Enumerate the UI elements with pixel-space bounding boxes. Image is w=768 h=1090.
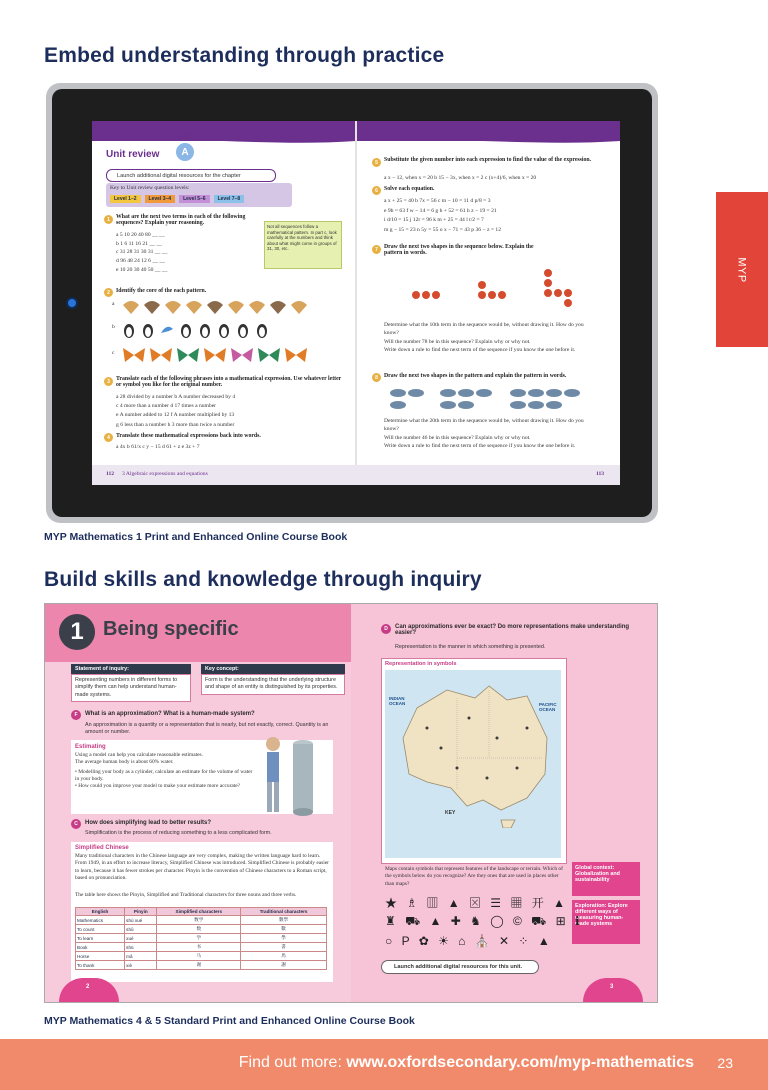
page-number-left: 112 bbox=[106, 471, 115, 477]
d-question: Can approximations ever be exact? Do more representations make understanding easier? bbox=[395, 624, 630, 636]
level-key-title: Key to Unit review question levels: bbox=[110, 185, 190, 191]
simplified-text: Many traditional characters in the Chinese language are very complex, making the written language hard to learn. From 1949, in an effort to increase literacy, Simplified Chinese was introduced. Simplified Chinese is probably easier to learn, because it has fewer strokes per character. Pinyin is the convention of Chinese characters to a Roman script, based on pronunciation. bbox=[75, 853, 329, 881]
f-text: An approximation is a quantity or a representation that is nearly, but not exactly, correct. Quantity is an amount or number. bbox=[85, 722, 329, 736]
section2-caption: MYP Mathematics 4 & 5 Standard Print and Enhanced Online Course Book bbox=[44, 1015, 415, 1027]
q7-c: Will the number 78 be in this sequence? Explain why or why not. bbox=[384, 338, 531, 345]
q3-rows bbox=[116, 393, 346, 430]
q6-row: a x + 25 = 40 b 7x = 56 c m − 10 = 11 d p/8 = 3 bbox=[384, 198, 491, 204]
hint-box bbox=[264, 221, 342, 269]
criterion-badge bbox=[176, 143, 194, 161]
dolphin-icon bbox=[160, 321, 174, 339]
footer-text bbox=[239, 1054, 694, 1072]
table-cell: Book bbox=[76, 943, 125, 952]
page-number-left: 2 bbox=[86, 984, 90, 990]
q7-subquestions bbox=[384, 321, 584, 355]
butterfly-icon bbox=[149, 347, 173, 363]
d-text: Representation is the manner in which something is presented. bbox=[395, 644, 546, 650]
page-number: 23 bbox=[717, 1055, 733, 1071]
map-title: Representation in symbols bbox=[385, 661, 457, 667]
tablet-screen bbox=[92, 121, 620, 485]
q3-row: c 4 more than a number d 17 times a number bbox=[116, 403, 217, 410]
estimating-water: The average human body is about 60% water. bbox=[75, 759, 174, 766]
shell-icon bbox=[122, 299, 140, 315]
q7-d: Write down a rule to find the next term of the sequence if you know the one before it. bbox=[384, 347, 576, 354]
table-intro: The table here shows the Pinyin, Simplified and Traditional characters for three nouns and three verbs. bbox=[75, 892, 297, 898]
table-cell: To thank bbox=[76, 961, 125, 970]
q6-row: e 9b = 63 f w − 14 = 6 g h + 52 = 61 h z − 19 = 21 bbox=[384, 207, 497, 214]
pattern-b-label: b bbox=[112, 324, 115, 330]
level-badge-3: Level 5–6 bbox=[179, 195, 210, 203]
symbol-row-1: ★ ♗ ▥ ▲ ⊠ ☰ ▦ 开 ▲ bbox=[385, 896, 568, 910]
level-key bbox=[106, 183, 292, 207]
key-concept-label: Key concept: bbox=[201, 664, 345, 674]
c-badge-text: C bbox=[74, 821, 78, 827]
q1-rows bbox=[116, 231, 256, 274]
q8-b: Determine what the 20th term in the sequence would be, without drawing it. How do you know? bbox=[384, 418, 584, 433]
table-cell: 数学 bbox=[157, 916, 241, 925]
q4-row: a 4x b 61/x c y − 15 d 61 + z e 3z + 7 bbox=[116, 444, 200, 450]
q3-row: g 6 less than a number h 3 more than twice a number bbox=[116, 421, 235, 428]
footer-url-link[interactable]: www.oxfordsecondary.com/myp-mathematics bbox=[346, 1054, 694, 1071]
q4-text: Translate these mathematical expressions back into words. bbox=[116, 433, 261, 439]
table-cell: To count bbox=[76, 925, 125, 934]
q5-text: Substitute the given number into each expression to find the value of the expression. bbox=[384, 157, 592, 163]
penguin-icon bbox=[198, 321, 212, 339]
q6-text: Solve each equation. bbox=[384, 186, 435, 192]
chapter-number bbox=[59, 614, 95, 650]
cloud-pattern bbox=[388, 385, 598, 415]
q7-text: Draw the next two shapes in the sequence below. Explain the pattern in words. bbox=[384, 244, 534, 256]
q3-number: 3 bbox=[104, 377, 113, 386]
symbol-row-3: ○ P ✿ ☀ ⌂ ⛪ ✕ ⁘ ▲ bbox=[385, 934, 553, 948]
criterion-letter: A bbox=[181, 146, 189, 158]
d-badge bbox=[381, 624, 391, 634]
unit-review-title: Unit review bbox=[106, 149, 160, 160]
table-cell: xiè bbox=[125, 961, 157, 970]
table-row bbox=[76, 961, 327, 970]
shell-pattern bbox=[122, 299, 308, 315]
table-cell: mǎ bbox=[125, 952, 157, 961]
butterfly-icon bbox=[176, 347, 200, 363]
q8-d: Write down a rule to find the next term of the sequence if you know the one before it. bbox=[384, 443, 576, 450]
table-header: Traditional characters bbox=[241, 908, 327, 916]
estimating-bullet-2: How could you improve your model to make your estimate more accurate? bbox=[78, 783, 241, 790]
section1-heading: Embed understanding through practice bbox=[44, 44, 445, 67]
map-key: KEY bbox=[445, 810, 456, 816]
q1-text: What are the next two terms in each of the following sequences? Explain your reasoning. bbox=[116, 214, 246, 226]
page-number-right: 113 bbox=[596, 471, 605, 477]
page-fold bbox=[355, 121, 357, 485]
q8-text: Draw the next two shapes in the pattern and explain the pattern in words. bbox=[384, 373, 567, 379]
book-spread bbox=[44, 603, 658, 1003]
shell-icon bbox=[227, 299, 245, 315]
butterfly-icon bbox=[257, 347, 281, 363]
myp-side-tab bbox=[716, 192, 768, 347]
table-cell: 數 bbox=[241, 925, 327, 934]
table-header: Simplified characters bbox=[157, 908, 241, 916]
butterfly-icon bbox=[230, 347, 254, 363]
level-badge-4: Level 7–8 bbox=[214, 195, 245, 203]
shell-icon bbox=[248, 299, 266, 315]
hint-text: Not all sequences follow a mathematical pattern. In part c, look carefully at the numbers and think about what might come in groups of 31, 30, etc. bbox=[267, 224, 337, 251]
map-label-indian: INDIAN OCEAN bbox=[389, 696, 406, 706]
q6-rows bbox=[384, 197, 614, 235]
q8-subquestions bbox=[384, 417, 584, 451]
chapter-number-text: 1 bbox=[70, 618, 84, 645]
table-header: Pinyin bbox=[125, 908, 157, 916]
penguin-icon bbox=[141, 321, 155, 339]
q2-number: 2 bbox=[104, 288, 113, 297]
shell-icon bbox=[290, 299, 308, 315]
criterion-label: Criterion bbox=[170, 130, 193, 144]
global-context-text: Global context: Globalization and sustainability bbox=[575, 865, 620, 883]
estimating-bullet-1: Modelling your body as a cylinder, calculate an estimate for the volume of water in your body. bbox=[75, 768, 253, 782]
q1-row: b 1 6 11 16 21 __ __ bbox=[116, 240, 162, 247]
table-cell: shǔ bbox=[125, 925, 157, 934]
exploration-text: Exploration: Explore different ways of measuring human-made systems bbox=[575, 903, 628, 927]
level-badge-2: Level 3–4 bbox=[145, 195, 176, 203]
pattern-a-label: a bbox=[112, 301, 115, 307]
page-number-right: 3 bbox=[610, 984, 614, 990]
australia-map bbox=[397, 678, 553, 828]
chapter-footer-text: 3 Algebraic expressions and equations bbox=[122, 471, 208, 477]
f-badge-text: F bbox=[74, 712, 78, 718]
symbol-row-2: ♜ ⛟ ▲ ✚ ♞ ◯ © ⛟ ⊞ ℹ bbox=[385, 914, 583, 928]
q3-row: e A number added to 12 f A number multiplied by 13 bbox=[116, 412, 235, 419]
butterfly-icon bbox=[122, 347, 146, 363]
table-cell: 數學 bbox=[241, 916, 327, 925]
table-cell: 书 bbox=[157, 943, 241, 952]
butterfly-pattern bbox=[122, 347, 308, 363]
q5-number: 5 bbox=[372, 158, 381, 167]
estimating-body: Using a model can help you calculate reasonable estimates. The average human body is about 60% water. • Modelling your body as a cylinder, calculate an estimate for the volume of water in your body. • How could you improve your model to make your estimate more accurate? bbox=[75, 752, 255, 790]
table-cell: 學 bbox=[241, 934, 327, 943]
shell-icon bbox=[269, 299, 287, 315]
tablet-camera bbox=[66, 297, 78, 309]
table-row bbox=[76, 925, 327, 934]
shell-icon bbox=[206, 299, 224, 315]
table-cell: xué bbox=[125, 934, 157, 943]
q1-row: a 5 10 20 40 80 __ __ bbox=[116, 232, 165, 238]
penguin-icon bbox=[217, 321, 231, 339]
table-cell: Mathematics bbox=[76, 916, 125, 925]
q8-c: Will the number 46 be in this sequence? Explain why or why not. bbox=[384, 434, 531, 441]
launch-resources-button[interactable] bbox=[106, 169, 276, 182]
q1-number: 1 bbox=[104, 215, 113, 224]
level-badge-1: Level 1–2 bbox=[110, 195, 141, 203]
footer-bar bbox=[0, 1039, 768, 1090]
body-cylinder-illustration bbox=[257, 732, 321, 820]
q2-text: Identify the core of the each pattern. bbox=[116, 288, 207, 294]
q7-b: Determine what the 10th term in the sequence would be, without drawing it. How do you know? bbox=[384, 322, 584, 337]
butterfly-icon bbox=[203, 347, 227, 363]
q6-row: i d/10 = 15 j 12r = 96 k m + 25 = 44 l t/2 = 7 bbox=[384, 217, 484, 223]
table-row bbox=[76, 916, 327, 925]
q7-number: 7 bbox=[372, 245, 381, 254]
key-concept-text: Form is the understanding that the underlying structure and shape of an entity is distinguished by its properties. bbox=[201, 674, 345, 695]
statement-label: Statement of inquiry: bbox=[71, 664, 191, 674]
table-row bbox=[76, 934, 327, 943]
q3-row: a 28 divided by a number b A number decreased by 4 bbox=[116, 394, 236, 400]
f-question: What is an approximation? What is a human-made system? bbox=[85, 711, 255, 717]
launch-resources-label: Launch additional digital resources for the chapter bbox=[117, 172, 241, 179]
q1-row: e 10 20 30 40 50 __ __ bbox=[116, 266, 168, 273]
table-header: English bbox=[76, 908, 125, 916]
table-cell: 数 bbox=[157, 925, 241, 934]
penguin-pattern bbox=[122, 321, 269, 339]
table-cell: 謝 bbox=[241, 961, 327, 970]
q6-number: 6 bbox=[372, 186, 381, 195]
launch-unit-resources-button[interactable] bbox=[381, 960, 539, 974]
launch-unit-resources-label: Launch additional digital resources for this unit. bbox=[394, 964, 523, 970]
statement-text: Representing numbers in different forms to simplify them can help understand human-made systems. bbox=[71, 674, 191, 702]
penguin-icon bbox=[236, 321, 250, 339]
table-cell: 学 bbox=[157, 934, 241, 943]
penguin-icon bbox=[122, 321, 136, 339]
penguin-icon bbox=[179, 321, 193, 339]
f-badge bbox=[71, 710, 81, 720]
table-cell: shù xué bbox=[125, 916, 157, 925]
c-badge bbox=[71, 819, 81, 829]
table-cell: 马 bbox=[157, 952, 241, 961]
table-cell: 馬 bbox=[241, 952, 327, 961]
q4-number: 4 bbox=[104, 433, 113, 442]
c-question: How does simplifying lead to better results? bbox=[85, 820, 212, 826]
q1-row: d 96 48 24 12 6 __ __ bbox=[116, 257, 165, 264]
footer-prefix: Find out more: bbox=[238, 1054, 347, 1071]
map-caption: Maps contain symbols that represent features of the landscape or terrain. Which of the symbols below do you recognize? Are they ones that are used in places other than maps? bbox=[385, 866, 563, 887]
section2-heading: Build skills and knowledge through inquiry bbox=[44, 568, 482, 591]
q8-number: 8 bbox=[372, 373, 381, 382]
penguin-icon bbox=[255, 321, 269, 339]
table-row bbox=[76, 943, 327, 952]
table-cell: To learn bbox=[76, 934, 125, 943]
q3-text: Translate each of the following phrases into a mathematical expression. Use whatever letter or symbol you like for the original number. bbox=[116, 376, 342, 388]
q1-row: c 31 28 31 30 31 __ __ bbox=[116, 249, 168, 256]
chinese-table bbox=[75, 907, 327, 970]
q6-row: m g − 15 = 23 n 5y = 55 o x − 71 = 43 p 36 − z = 12 bbox=[384, 226, 502, 233]
map-label-pacific: PACIFIC OCEAN bbox=[539, 702, 557, 712]
chapter-title: Being specific bbox=[103, 618, 239, 640]
q5-row: a x − 12, when x = 20 b 15 − 3x, when x = 2 c (x+4)/6, when x = 20 bbox=[384, 175, 537, 181]
table-cell: shū bbox=[125, 943, 157, 952]
table-cell: 谢 bbox=[157, 961, 241, 970]
pattern-c-label: c bbox=[112, 350, 115, 356]
estimating-text: Using a model can help you calculate reasonable estimates. bbox=[75, 752, 203, 758]
table-row bbox=[76, 952, 327, 961]
table-cell: Horse bbox=[76, 952, 125, 961]
shell-icon bbox=[143, 299, 161, 315]
shell-icon bbox=[185, 299, 203, 315]
c-text: Simplification is the process of reducing something to a less complicated form. bbox=[85, 830, 272, 836]
d-badge-text: D bbox=[384, 626, 388, 632]
myp-side-tab-label: MYP bbox=[736, 256, 748, 283]
estimating-title: Estimating bbox=[75, 744, 106, 750]
butterfly-icon bbox=[284, 347, 308, 363]
section1-caption: MYP Mathematics 1 Print and Enhanced Online Course Book bbox=[44, 531, 348, 543]
global-context-box bbox=[572, 862, 640, 896]
shell-icon bbox=[164, 299, 182, 315]
table-cell: 書 bbox=[241, 943, 327, 952]
ladybird-pattern bbox=[408, 267, 598, 317]
simplified-title: Simplified Chinese bbox=[75, 845, 129, 851]
